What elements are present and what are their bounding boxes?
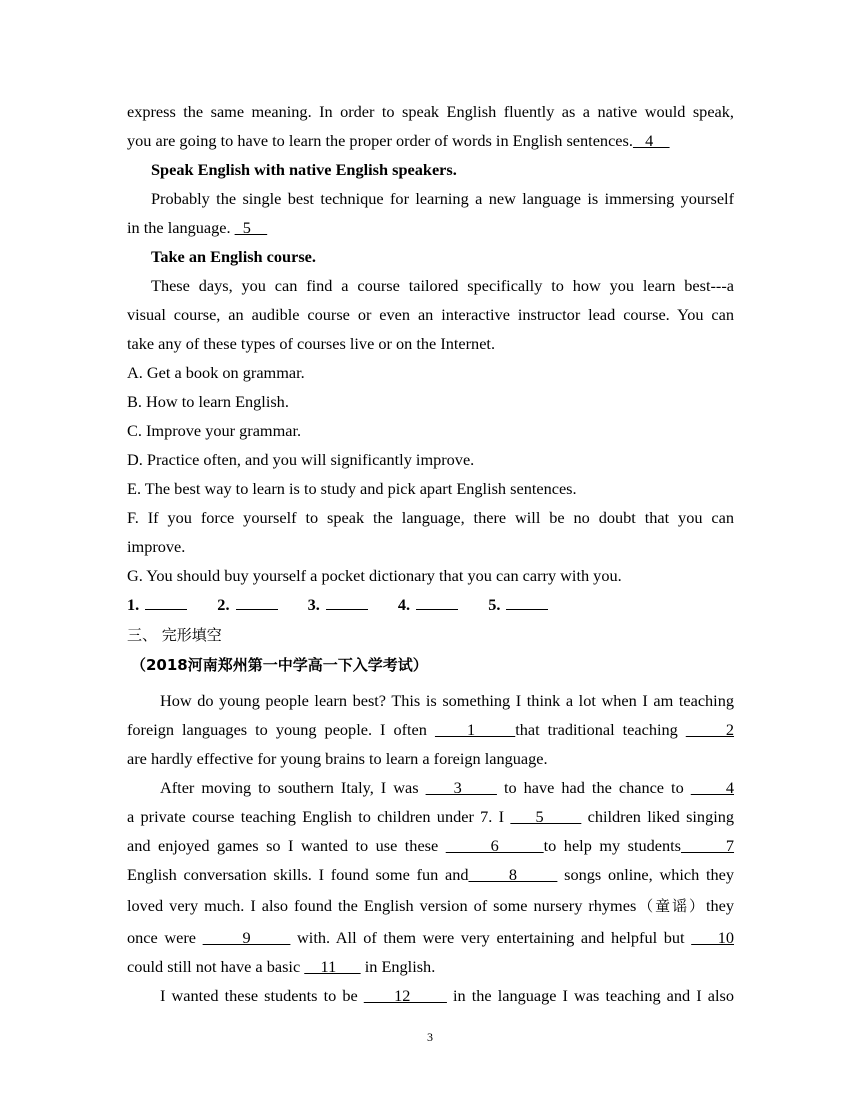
section-title: 三、 完形填空 <box>127 626 222 644</box>
text-line: Probably the single best technique for learning a new language is immersing yourself <box>151 189 734 208</box>
answer-blank[interactable] <box>145 595 187 610</box>
text-span: once were <box>127 928 203 947</box>
page-number: 3 <box>427 1030 433 1044</box>
option-d: D. Practice often, and you will significantly improve. <box>127 450 475 469</box>
option-b: B. How to learn English. <box>127 392 289 411</box>
section-heading: Speak English with native English speakers. <box>151 160 457 179</box>
cloze-blank: 11 <box>304 957 361 976</box>
text-line <box>127 928 734 948</box>
answer-blank: 5 <box>234 218 268 237</box>
option-g: G. You should buy yourself a pocket dictionary that you can carry with you. <box>127 566 622 585</box>
text-line: How do young people learn best? This is something I think a lot when I am teaching <box>160 691 734 710</box>
answer-item <box>217 595 277 615</box>
answer-blank[interactable] <box>506 595 548 610</box>
source-line: （2018河南郑州第一中学高一下入学考试） <box>131 656 428 674</box>
text-line: visual course, an audible course or even an interactive instructor lead course. You can <box>127 305 734 324</box>
text-line: express the same meaning. In order to speak English fluently as a native would speak, <box>127 102 734 121</box>
text-span: to help my students <box>543 836 681 855</box>
cloze-blank: 9 <box>202 928 291 947</box>
text-span: that traditional teaching <box>515 720 686 739</box>
text-line <box>127 218 734 238</box>
text-line <box>160 778 734 798</box>
option-a: A. Get a book on grammar. <box>127 363 305 382</box>
answer-number: 4. <box>397 595 411 614</box>
text-span: to have had the chance to <box>496 778 691 797</box>
option-f: F. If you force yourself to speak the language, there will be no doubt that you can <box>127 508 734 527</box>
text-line <box>127 131 734 151</box>
text-line <box>127 720 734 740</box>
text-line <box>127 865 734 885</box>
cloze-blank: 7 <box>680 836 735 855</box>
text-span: After moving to southern Italy, I was <box>160 778 426 797</box>
answer-blank: 4 <box>632 131 670 150</box>
text-span: I wanted these students to be <box>160 986 364 1005</box>
answer-number: 5. <box>488 595 501 614</box>
text-span: English conversation skills. I found some fun and <box>127 865 469 884</box>
answer-blank[interactable] <box>236 595 278 610</box>
text-span: with. All of them were very entertaining and helpful but <box>290 928 692 947</box>
text-span: in the language I was teaching and I also <box>446 986 734 1005</box>
section-heading: Take an English course. <box>151 247 316 266</box>
text-span-cjk: （童谣） <box>636 897 706 915</box>
text-line: are hardly effective for young brains to learn a foreign language. <box>127 749 548 768</box>
text-line <box>127 896 734 916</box>
cloze-blank: 4 <box>690 778 735 797</box>
cloze-blank: 5 <box>510 807 582 826</box>
text-span: foreign languages to young people. I often <box>127 720 435 739</box>
cloze-blank: 1 <box>434 720 516 739</box>
answer-number: 2. <box>217 595 230 614</box>
answer-number: 1. <box>127 595 140 614</box>
answer-item <box>488 595 548 615</box>
answer-item <box>398 595 458 615</box>
cloze-blank: 10 <box>691 928 735 947</box>
text-line: These days, you can find a course tailored specifically to how you learn best---a <box>151 276 734 295</box>
text-line <box>127 807 734 827</box>
option-e: E. The best way to learn is to study and pick apart English sentences. <box>127 479 577 498</box>
option-f-continued: improve. <box>127 537 186 556</box>
answer-blank[interactable] <box>416 595 458 610</box>
answer-item <box>308 595 368 615</box>
text-span: in the language. <box>127 218 235 237</box>
text-span: loved very much. I also found the English version of some nursery rhymes <box>127 896 637 915</box>
text-span: and enjoyed games so I wanted to use these <box>127 836 446 855</box>
text-span: you are going to have to learn the proper order of words in English sentences. <box>127 131 633 150</box>
cloze-blank: 6 <box>445 836 544 855</box>
text-line <box>127 957 734 977</box>
text-span: songs online, which they <box>557 865 734 884</box>
cloze-blank: 3 <box>425 778 497 797</box>
cloze-blank: 2 <box>685 720 735 739</box>
text-span: in English. <box>360 957 436 976</box>
text-span: could still not have a basic <box>127 957 305 976</box>
text-span: a private course teaching English to children under 7. I <box>127 807 511 826</box>
answer-row <box>127 595 734 615</box>
text-span: they <box>705 896 734 915</box>
answer-blank[interactable] <box>326 595 368 610</box>
answer-item <box>127 595 187 615</box>
text-line <box>127 836 734 856</box>
text-line: take any of these types of courses live or on the Internet. <box>127 334 496 353</box>
answer-number: 3. <box>307 595 320 614</box>
cloze-blank: 8 <box>468 865 558 884</box>
text-span: children liked singing <box>581 807 735 826</box>
cloze-blank: 12 <box>363 986 447 1005</box>
text-line <box>160 986 734 1006</box>
option-c: C. Improve your grammar. <box>127 421 302 440</box>
